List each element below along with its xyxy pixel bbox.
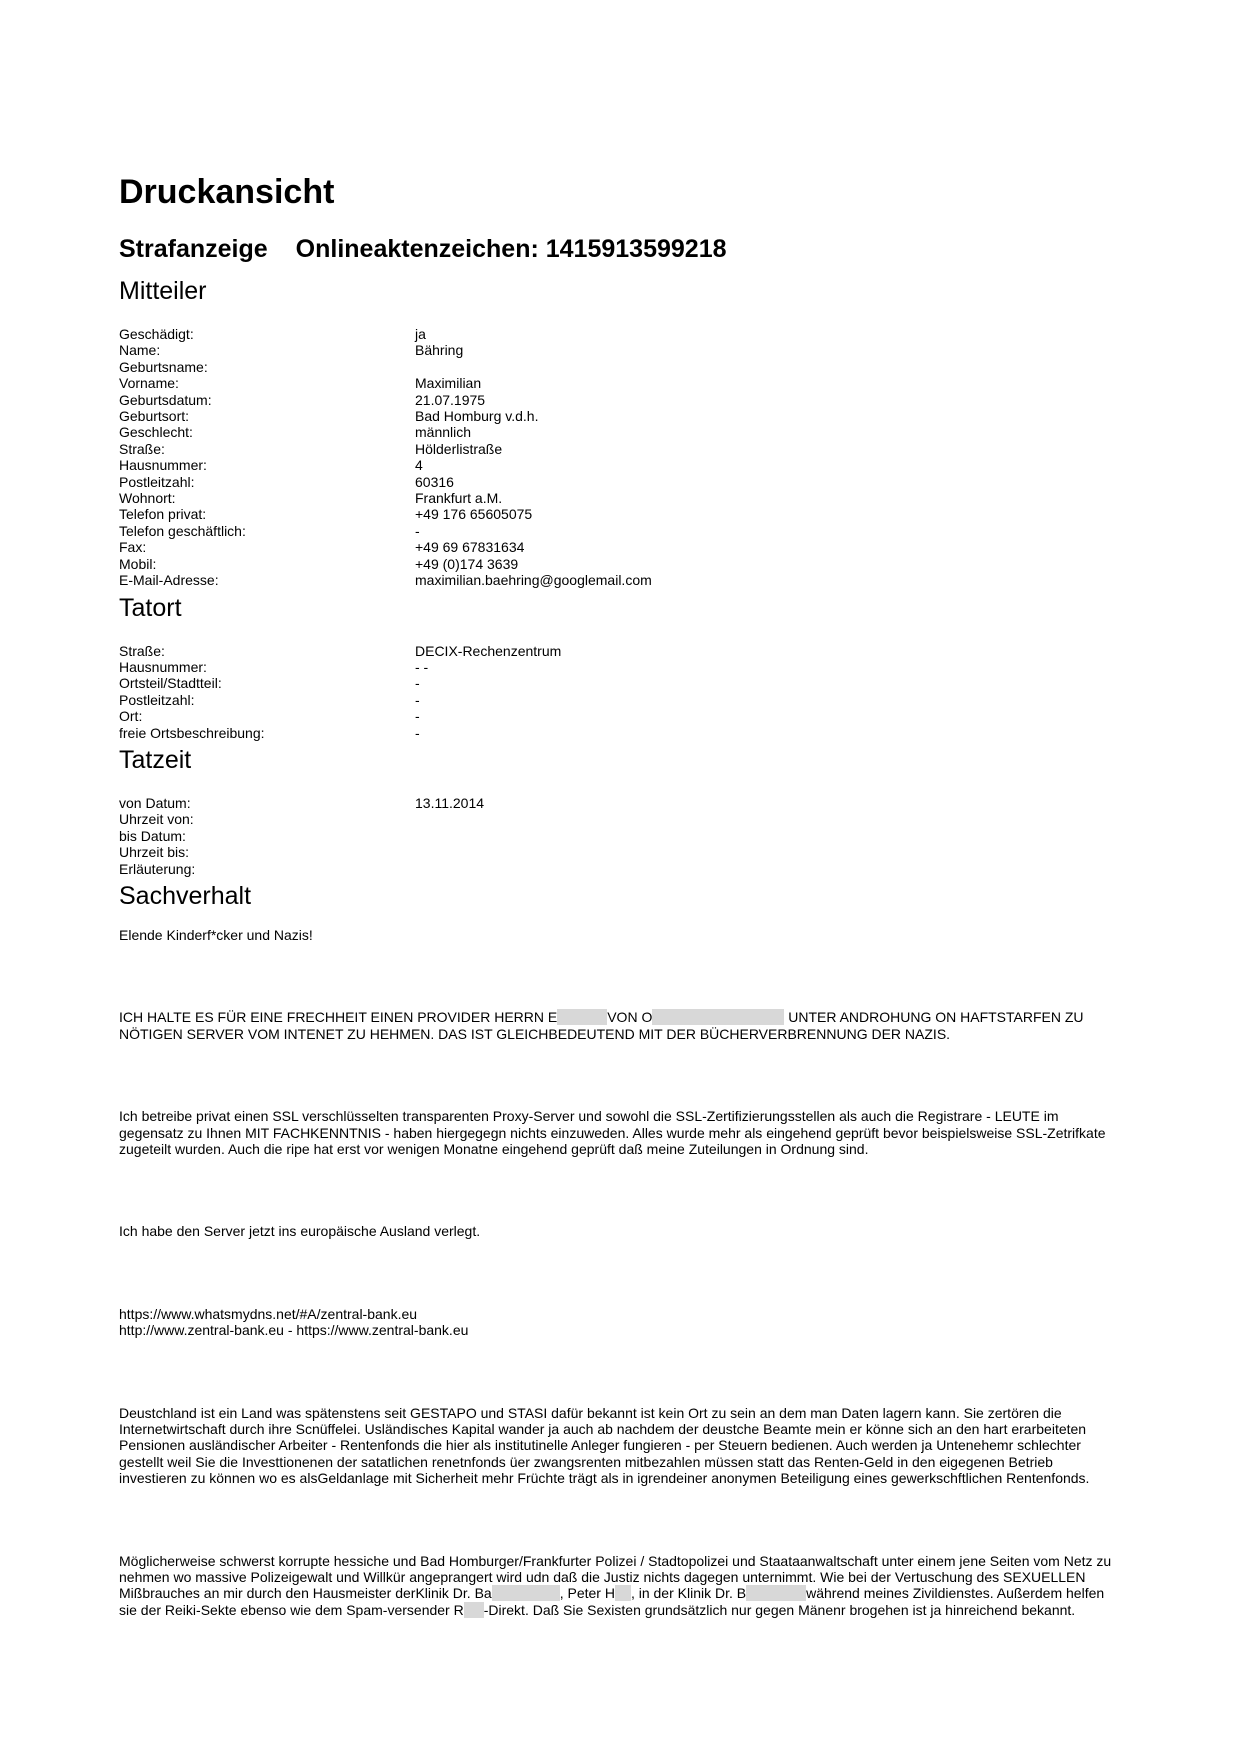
field-value: maximilian.baehring@googlemail.com bbox=[415, 572, 652, 589]
mitteiler-field-row bbox=[119, 342, 1119, 358]
field-value: - bbox=[415, 724, 420, 741]
mitteiler-field-row bbox=[119, 441, 1119, 457]
field-label: Telefon privat: bbox=[119, 506, 207, 523]
statement-paragraph-7 bbox=[119, 1553, 1119, 1619]
redaction-block bbox=[557, 1009, 607, 1025]
field-value: DECIX-Rechenzentrum bbox=[415, 642, 562, 659]
field-value: 21.07.1975 bbox=[415, 391, 486, 408]
field-label: Telefon geschäftlich: bbox=[119, 522, 246, 539]
tatzeit-field-row bbox=[119, 828, 1119, 844]
field-label: Hausnummer: bbox=[119, 658, 207, 675]
section-heading-mitteiler: Mitteiler bbox=[119, 277, 207, 305]
field-value: Bähring bbox=[415, 342, 464, 359]
statement-paragraph-5 bbox=[119, 1306, 1119, 1339]
p7-text-c: , in der Klinik Dr. B bbox=[630, 1585, 747, 1602]
tatzeit-field-row bbox=[119, 811, 1119, 827]
reference-label: Onlineaktenzeichen: bbox=[295, 235, 539, 263]
field-label: Wohnort: bbox=[119, 490, 176, 507]
section-heading-tatzeit: Tatzeit bbox=[119, 745, 192, 774]
field-value: - bbox=[415, 675, 420, 692]
field-label: freie Ortsbeschreibung: bbox=[119, 724, 265, 741]
p7-text-b: , Peter H bbox=[559, 1585, 615, 1602]
tatzeit-field-row bbox=[119, 844, 1119, 860]
field-label: Vorname: bbox=[119, 375, 179, 392]
field-value: Maximilian bbox=[415, 375, 482, 392]
field-label: Mobil: bbox=[119, 555, 157, 572]
redaction-block bbox=[652, 1009, 784, 1025]
field-label: Postleitzahl: bbox=[119, 691, 195, 708]
tatort-field-row bbox=[119, 692, 1119, 708]
p7-text-a: Möglicherweise schwerst korrupte hessiche und Bad Homburger/Frankfurter Polizei / Stadtopolizei und Staataanwaltschaft unter einem jene Seiten vom Netz zu nehmen wo massive Polizeigewalt und Willkür angeprangert wird udn daß die Justiz nichts dagegen unternimmt. Wie bei der Vertuschung des SEXUELLEN Mißbrauches an mir durch den Hausmeister derKlinik Dr. Ba bbox=[119, 1552, 1112, 1602]
field-value bbox=[415, 828, 1119, 844]
field-label: Geschädigt: bbox=[119, 326, 194, 342]
p2-text-c: UNTER ANDROHUNG ON HAFTSTARFEN ZU NÖTIGEN SERVER VOM INTENET ZU HEHMEN. DAS IST GLEICHBEDEUTEND MIT DER BÜCHERVERBRENNUNG DER NAZIS. bbox=[119, 1009, 1084, 1042]
section-heading-tatort: Tatort bbox=[119, 593, 182, 622]
mitteiler-field-row bbox=[119, 326, 1119, 342]
field-value: ja bbox=[415, 326, 426, 342]
field-value: +49 176 65605075 bbox=[415, 506, 533, 523]
tatzeit-fields bbox=[119, 795, 1119, 877]
p2-text-b: VON O bbox=[607, 1009, 653, 1026]
statement-paragraph-6: Deustchland ist ein Land was spätenstens seit GESTAPO und STASI dafür bekannt ist kein Ort zu sein an dem man Daten lagern kann. Sie zertören die Internetwirtschaft durch ihre Scnüffelei. Usländisches Kapital wander ja auch ab nachdem der deustche Beamte mein er könne sich an den hart erarbeiteten Pensionen ausländischer Arbeiter - Rentenfonds die hier als institutinelle Anleger fungieren - per Steuern bedienen. Auch werden ja Untenehemr schlechter gestellt weil Sie die Investtionenen der satatlichen renetnfonds üer zwangsrenten mitbezahlen müssen statt das Renten-Geld in den eigegenen Betrieb investieren zu können wo es alsGeldanlage mit Sicherheit mehr Früchte trägt als in igrendeiner anonymen Beteiligung eines gewerkschftlichen Rentenfonds. bbox=[119, 1404, 1090, 1487]
field-label: Erläuterung: bbox=[119, 860, 196, 877]
tatort-field-row bbox=[119, 675, 1119, 691]
statement-paragraph-3: Ich betreibe privat einen SSL verschlüsselten transparenten Proxy-Server und sowohl die SSL-Zertifizierungsstellen als auch die Registrare - LEUTE im gegensatz zu Ihnen MIT FACHKENNTNIS - haben hiergegegn nichts einzuweden. Alles wurde mehr als eingehend geprüft bevor beispielsweise SSL-Zetrifkate zugeteilt wurden. Auch die ripe hat erst vor wenigen Monatne eingehend geprüft daß meine Zuteilungen in Ordnung sind. bbox=[119, 1108, 1106, 1157]
mitteiler-field-row bbox=[119, 359, 1119, 375]
field-value bbox=[415, 844, 1119, 860]
mitteiler-field-row bbox=[119, 539, 1119, 555]
mitteiler-field-row bbox=[119, 490, 1119, 506]
p2-text-a: ICH HALTE ES FÜR EINE FRECHHEIT EINEN PROVIDER HERRN E bbox=[119, 1009, 558, 1026]
mitteiler-field-row bbox=[119, 474, 1119, 490]
mitteiler-field-row bbox=[119, 572, 1119, 588]
document-content bbox=[119, 172, 1119, 1618]
reference-number: 1415913599218 bbox=[545, 235, 727, 263]
field-label: Geburtsort: bbox=[119, 408, 190, 425]
field-value bbox=[415, 811, 1119, 827]
field-label: Ort: bbox=[119, 708, 143, 725]
field-value: Frankfurt a.M. bbox=[415, 490, 503, 507]
url-line-1: https://www.whatsmydns.net/#A/zentral-bank.eu bbox=[119, 1305, 418, 1322]
field-label: Straße: bbox=[119, 440, 165, 457]
field-value: männlich bbox=[415, 424, 472, 441]
field-value: 60316 bbox=[415, 473, 454, 490]
tatzeit-field-row bbox=[119, 795, 1119, 811]
page-title: Druckansicht bbox=[119, 173, 335, 211]
tatort-fields bbox=[119, 643, 1119, 741]
tatort-field-row bbox=[119, 708, 1119, 724]
mitteiler-field-row bbox=[119, 506, 1119, 522]
field-value: Hölderlistraße bbox=[415, 440, 503, 457]
field-value: +49 69 67831634 bbox=[415, 539, 525, 556]
p7-text-d: während meines Zivildienstes. Außerdem helfen sie der Reiki-Sekte ebenso wie dem Spam-versender R bbox=[119, 1585, 1105, 1618]
mitteiler-field-row bbox=[119, 392, 1119, 408]
field-value bbox=[415, 861, 1119, 877]
report-subtitle bbox=[119, 234, 1119, 264]
redaction-block bbox=[746, 1585, 806, 1601]
field-label: Postleitzahl: bbox=[119, 473, 195, 490]
field-value: - bbox=[415, 522, 420, 539]
url-line-2: http://www.zentral-bank.eu - https://www.zentral-bank.eu bbox=[119, 1322, 469, 1339]
field-label: Uhrzeit von: bbox=[119, 811, 194, 828]
mitteiler-field-row bbox=[119, 375, 1119, 391]
field-label: Geburtsdatum: bbox=[119, 391, 212, 408]
field-label: Fax: bbox=[119, 539, 147, 556]
field-label: Geschlecht: bbox=[119, 424, 193, 441]
field-label: E-Mail-Adresse: bbox=[119, 572, 219, 589]
mitteiler-fields bbox=[119, 326, 1119, 589]
tatort-field-row bbox=[119, 725, 1119, 741]
sachverhalt-text bbox=[119, 927, 1119, 1618]
mitteiler-field-row bbox=[119, 424, 1119, 440]
field-label: Geburtsname: bbox=[119, 358, 208, 375]
tatzeit-field-row bbox=[119, 861, 1119, 877]
field-label: Name: bbox=[119, 342, 161, 359]
mitteiler-field-row bbox=[119, 457, 1119, 473]
mitteiler-field-row bbox=[119, 556, 1119, 572]
mitteiler-field-row bbox=[119, 523, 1119, 539]
report-type: Strafanzeige bbox=[119, 235, 268, 263]
field-label: Ortsteil/Stadtteil: bbox=[119, 675, 222, 692]
statement-paragraph-1: Elende Kinderf*cker und Nazis! bbox=[119, 926, 313, 943]
redaction-block bbox=[615, 1585, 631, 1601]
statement-paragraph-4: Ich habe den Server jetzt ins europäische Ausland verlegt. bbox=[119, 1223, 481, 1240]
field-label: bis Datum: bbox=[119, 827, 186, 844]
tatort-field-row bbox=[119, 643, 1119, 659]
mitteiler-field-row bbox=[119, 408, 1119, 424]
redaction-block bbox=[464, 1602, 484, 1618]
section-heading-sachverhalt: Sachverhalt bbox=[119, 881, 252, 910]
p7-text-e: -Direkt. Daß Sie Sexisten grundsätzlich nur gegen Mänenr brogehen ist ja hinreichend bekannt. bbox=[483, 1601, 1076, 1618]
field-value: 4 bbox=[415, 457, 423, 474]
field-label: Uhrzeit bis: bbox=[119, 844, 190, 861]
field-value: +49 (0)174 3639 bbox=[415, 555, 519, 572]
field-value: 13.11.2014 bbox=[415, 794, 485, 811]
field-value: - - bbox=[415, 658, 429, 675]
field-label: Hausnummer: bbox=[119, 457, 207, 474]
field-value: - bbox=[415, 708, 420, 725]
field-value: - bbox=[415, 691, 420, 708]
field-value: Bad Homburg v.d.h. bbox=[415, 408, 539, 425]
field-label: Straße: bbox=[119, 642, 165, 659]
tatort-field-row bbox=[119, 659, 1119, 675]
field-label: von Datum: bbox=[119, 794, 191, 811]
redaction-block bbox=[492, 1585, 560, 1601]
field-value bbox=[415, 359, 1119, 375]
statement-paragraph-2 bbox=[119, 1009, 1119, 1042]
